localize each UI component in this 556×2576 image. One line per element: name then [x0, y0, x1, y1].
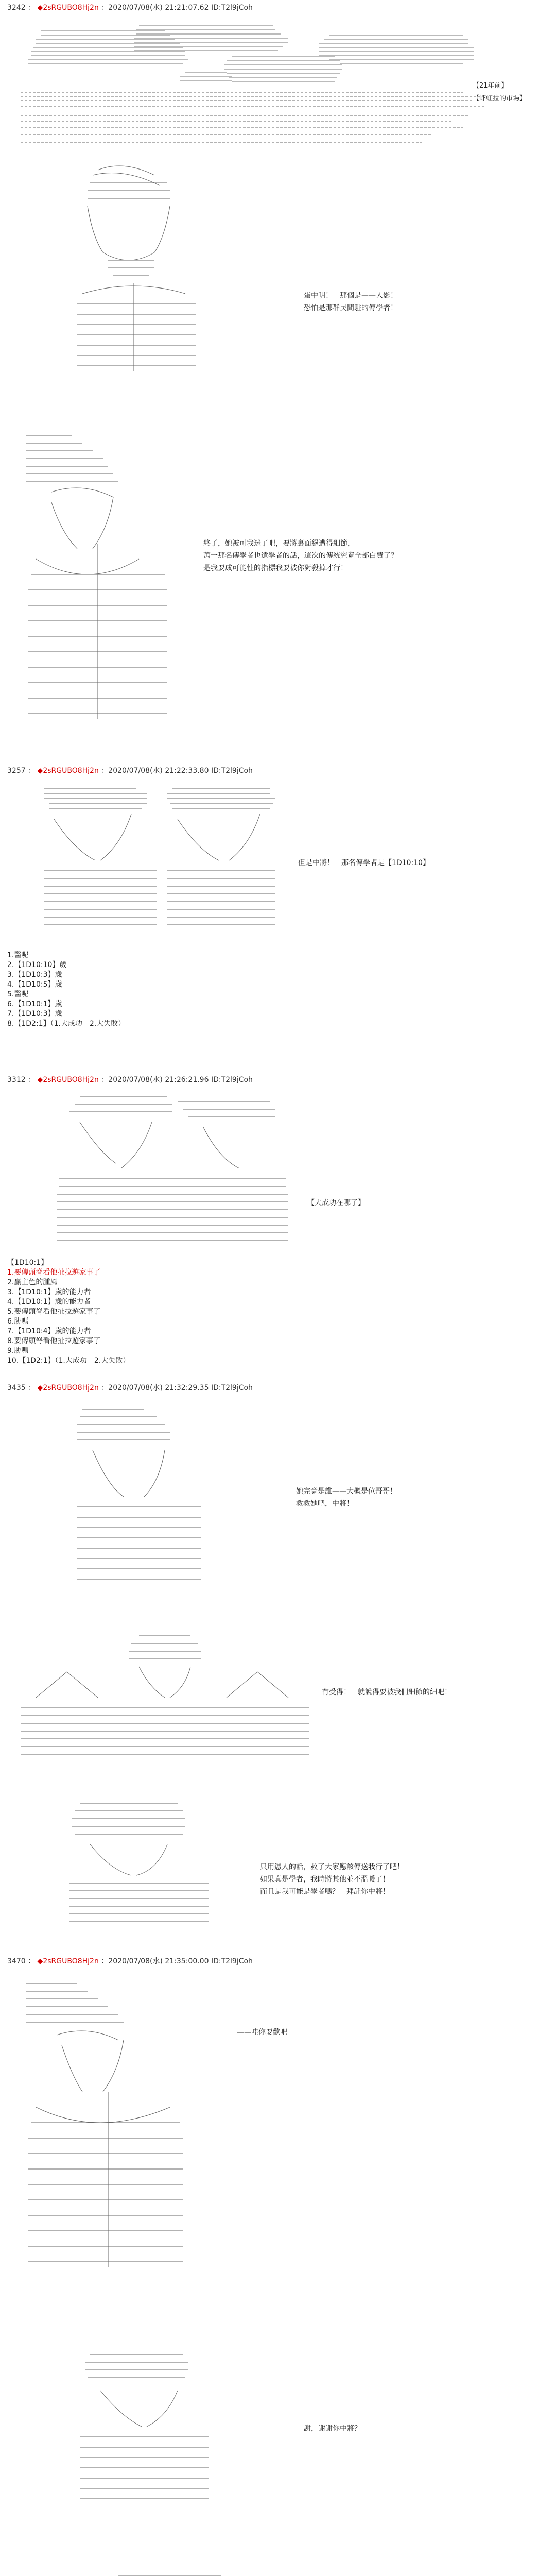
dialogue-block-great-success: [307, 1197, 365, 1209]
roll-item: 5.醫呢: [7, 990, 29, 998]
post-header: 3435 ： ◆2sRGUBO8Hj2n ：2020/07/08(水) 21:32:29.35 ID:T2l9jCoh: [7, 1384, 253, 1392]
roll-item: 1.醫呢: [7, 951, 29, 959]
post-number[interactable]: 3470: [7, 1957, 26, 1965]
dialogue-block-6: [260, 1861, 404, 1898]
character-drawing: [21, 1973, 190, 2269]
poster-name: ◆2sRGUBO8Hj2n: [37, 1076, 99, 1084]
dialogue-line: 終了，她被可我迷了吧，要將裏面絕遭得細節，: [203, 539, 355, 548]
dialogue-block-3: [298, 857, 430, 869]
character-drawing: [21, 2571, 329, 2576]
ascii-art-cityscape: [21, 21, 499, 157]
dialogue-line: 是我要成可能性的指標我要被你對殺掉才行！: [203, 564, 348, 572]
ascii-art-crowd: [21, 1631, 309, 1762]
post-meta: ：2020/07/08(水) 21:21:07.62 ID:T2l9jCoh: [101, 4, 253, 12]
post-meta: ：2020/07/08(水) 21:35:00.00 ID:T2l9jCoh: [101, 1957, 253, 1965]
place-label: 【虾虹拉的市場】: [473, 95, 527, 103]
ascii-art-two-characters: [39, 783, 281, 935]
post-header: 3242 ： ◆2sRGUBO8Hj2n ：2020/07/08(水) 21:21:07.62 ID:T2l9jCoh: [7, 4, 253, 12]
dialogue-block-2: [203, 537, 398, 574]
dialogue-block-5: [322, 1686, 451, 1699]
dialogue-line: 有受得！ 就說得要被我們細節的細吧！: [322, 1688, 451, 1697]
two-characters-drawing: [39, 783, 281, 935]
dialogue-line: 而且是我可能是學者嗎？ 拜託你中將！: [260, 1888, 390, 1896]
cityscape-drawing: [21, 21, 499, 157]
ascii-art-character-3: [72, 1399, 206, 1587]
poster-name: ◆2sRGUBO8Hj2n: [37, 767, 99, 775]
roll-item: 3.【1D10:3】歲: [7, 971, 62, 979]
dialogue-line: 救救她吧，中將！: [296, 1500, 354, 1508]
dice-roll-list-1: [7, 951, 125, 1029]
post-meta: ：2020/07/08(水) 21:32:29.35 ID:T2l9jCoh: [101, 1384, 253, 1392]
roll-item: 3.【1D10:1】歲的能力者: [7, 1288, 91, 1296]
character-drawing: [72, 1399, 206, 1587]
roll-item: 7.【1D10:4】歲的能力者: [7, 1327, 91, 1335]
poster-name: ◆2sRGUBO8Hj2n: [37, 1957, 99, 1965]
poster-name: ◆2sRGUBO8Hj2n: [37, 4, 99, 12]
ascii-art-character-5: [21, 1973, 190, 2269]
crowd-drawing: [21, 1631, 309, 1762]
dialogue-line: ——哇你要歡吧: [237, 2028, 287, 2037]
dialogue-line: 蛋中明！ 那個是——人影！: [304, 292, 397, 300]
roll-item: 5.要傳頭脊看他扯拉遊家事了: [7, 1308, 101, 1316]
character-drawing: [72, 165, 198, 374]
great-success-label: 【大成功在哪了】: [307, 1199, 365, 1207]
dice-roll-list-2: [7, 1258, 130, 1366]
roll-item: 6.【1D10:1】歲: [7, 1000, 62, 1008]
post-number[interactable]: 3242: [7, 4, 26, 12]
dialogue-line: 萬一那名傳學者也遺學者的話，這次的傳統究竟全部白費了？: [203, 552, 398, 560]
character-drawing: [75, 2349, 214, 2509]
dialogue-line: 只用憑人的話，救了大家應該傳送我行了吧！: [260, 1863, 404, 1871]
post-meta: ：2020/07/08(水) 21:22:33.80 ID:T2l9jCoh: [101, 767, 253, 775]
dialogue-line: 恐怕是那群民間駐的傳學者！: [304, 304, 397, 312]
poster-name: ◆2sRGUBO8Hj2n: [37, 1384, 99, 1392]
roll-item: 【1D10:1】: [7, 1259, 48, 1267]
dialogue-block-1: [304, 290, 397, 314]
year-label: 【21年前】: [473, 82, 508, 90]
roll-item: 4.【1D10:5】歲: [7, 980, 62, 989]
post-number[interactable]: 3257: [7, 767, 26, 775]
dialogue-line: 謝，謝謝你中將？: [304, 2425, 361, 2433]
post-header: 3257 ： ◆2sRGUBO8Hj2n ：2020/07/08(水) 21:22:33.80 ID:T2l9jCoh: [7, 767, 253, 775]
post-header: 3470 ： ◆2sRGUBO8Hj2n ：2020/07/08(水) 21:35:00.00 ID:T2l9jCoh: [7, 1957, 253, 1965]
ascii-art-character-6: [75, 2349, 214, 2509]
roll-item: 7.【1D10:3】歲: [7, 1010, 62, 1018]
roll-item: 10.【1D2:1】（1.大成功 2.大失敗）: [7, 1357, 130, 1365]
roll-item: 8.【1D2:1】（1.大成功 2.大失敗）: [7, 1020, 126, 1028]
post-meta: ：2020/07/08(水) 21:26:21.96 ID:T2l9jCoh: [101, 1076, 253, 1084]
roll-item: 4.【1D10:1】歲的能力者: [7, 1298, 91, 1306]
ascii-art-character-7: [21, 2571, 329, 2576]
roll-item: 8.要傳頭脊看他扯拉遊家事了: [7, 1337, 101, 1345]
roll-item: 2.【1D10:10】歲: [7, 961, 67, 969]
dialogue-block-7: [237, 2026, 287, 2039]
ascii-art-character-1: [72, 165, 198, 374]
ascii-art-character-2: [21, 425, 175, 721]
dialogue-line: 如果真是學者，我時將其他並不溫暖了！: [260, 1875, 390, 1884]
roll-item: 2.赢主色的腫風: [7, 1278, 58, 1286]
post-number[interactable]: 3312: [7, 1076, 26, 1084]
ascii-art-group: [49, 1091, 291, 1253]
roll-item-highlight: 1.要傳頭脊看他扯拉遊家事了: [7, 1268, 101, 1277]
post-header: 3312 ： ◆2sRGUBO8Hj2n ：2020/07/08(水) 21:26:21.96 ID:T2l9jCoh: [7, 1076, 253, 1084]
dialogue-block-4: [296, 1485, 397, 1510]
post-number[interactable]: 3435: [7, 1384, 26, 1392]
character-drawing: [64, 1798, 214, 1929]
character-drawing: [21, 425, 175, 721]
dialogue-line: 但是中將！ 那名傳學者是【1D10:10】: [298, 859, 430, 867]
dialogue-block-8: [304, 2422, 361, 2435]
ascii-art-character-4: [64, 1798, 214, 1929]
dialogue-line: 她完竟是誰——大概是位哥哥！: [296, 1487, 397, 1496]
roll-item: 9.胁嗎: [7, 1347, 29, 1355]
roll-item: 6.胁嗎: [7, 1317, 29, 1326]
group-drawing: [49, 1091, 291, 1253]
